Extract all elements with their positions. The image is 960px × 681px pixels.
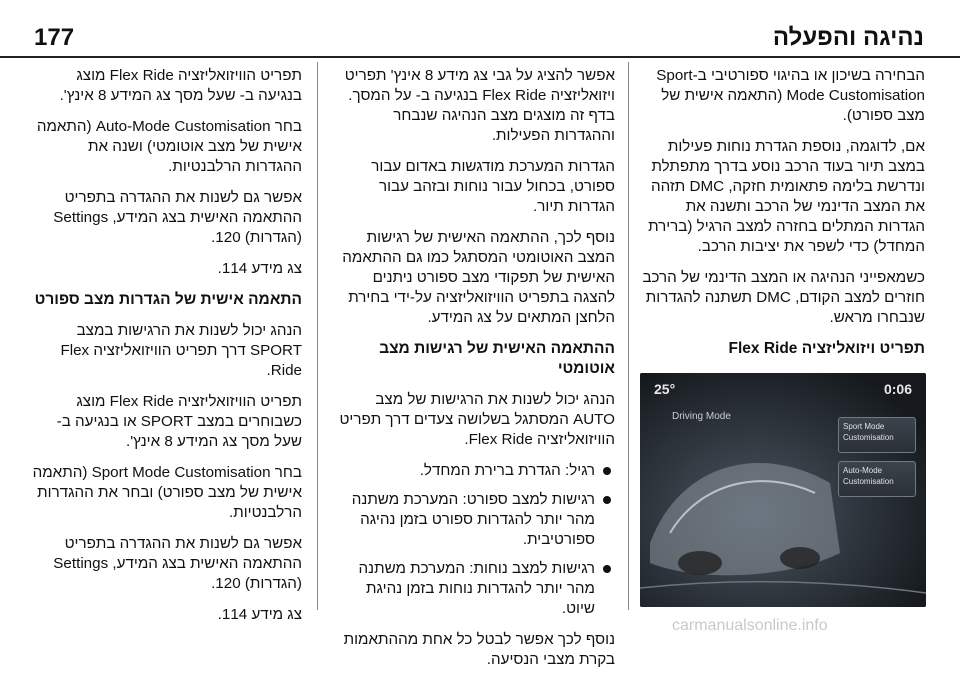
paragraph: צג מידע 114.	[217, 260, 302, 277]
list-item: רגישות למצב נוחות: המערכת משתנה מהר יותר להגדרות נוחות בזמן נהיגת שיוט.	[333, 559, 615, 619]
page-title: נהיגה והפעלה	[772, 24, 924, 51]
list-item: רגישות למצב ספורט: המערכת משתנה מהר יותר להגדרות ספורט בזמן נהיגה ספורטיבית.	[333, 490, 615, 550]
watermark: carmanualsonline.info	[672, 617, 828, 634]
bullet-list	[333, 461, 615, 619]
paragraph: הגדרות המערכת מודגשות באדום עבור ספורט, בכחול עבור נוחות ובזהב עבור הגדרות תיור.	[371, 158, 615, 215]
temperature-readout: 25°	[654, 381, 676, 397]
flex-ride-screen-image	[640, 373, 926, 607]
paragraph: נוסף לכך, ההתאמה האישית של רגישות המצב האוטומטי המסתגל כמו גם ההתאמה האישית של תפקודי מצב ספורט ניתנים להצגה בתפריט הוויזואליזציה על-ידי בחירת הלחצן המתאים על צג המידע.	[342, 229, 615, 326]
left-column	[30, 66, 302, 636]
paragraph: צג מידע 114.	[217, 606, 302, 623]
middle-column	[333, 66, 615, 681]
paragraph: כשמאפייני הנהיגה או המצב הדינמי של הרכב חוזרים למצב הקודם, DMC תשתנה להגדרות שנבחרו מראש.	[642, 269, 925, 326]
section-heading: תפריט ויזואליזציה Flex Ride	[728, 340, 925, 357]
paragraph: תפריט הוויזואליזציה Flex Ride מוצג כשבוחרים במצב SPORT או בנגיעה ב- שעל מסך צג המידע 8 אינץ'.	[56, 393, 302, 450]
paragraph: הנהג יכול לשנות את הרגישות במצב SPORT דרך תפריט הוויזואליזציה Flex Ride.	[60, 322, 302, 379]
page-number: 177	[34, 24, 75, 51]
driving-mode-label: Driving Mode	[672, 411, 731, 422]
section-heading: ההתאמה האישית של רגישות מצב אוטומטי	[379, 340, 615, 377]
paragraph: הנהג יכול לשנות את הרגישות של מצב AUTO המסתגל בשלושה צעדים דרך תפריט הוויזואליזציה Flex Ride.	[339, 391, 615, 448]
header-rule	[0, 56, 960, 58]
right-column	[641, 66, 925, 370]
paragraph: תפריט הוויזואליזציה Flex Ride מוצג בנגיעה ב- שעל מסך צג המידע 8 אינץ'.	[59, 67, 302, 104]
paragraph: בחר Auto-Mode Customisation (התאמה אישית של מצב אוטומטי) ושנה את ההגדרות הרלבנטיות.	[36, 118, 302, 175]
sport-mode-customisation-button[interactable]: Sport Mode Customisation	[838, 417, 916, 453]
paragraph: בחר Sport Mode Customisation (התאמה אישית של מצב ספורט) ובחר את ההגדרות הרלבנטיות.	[32, 464, 302, 521]
section-heading: התאמה אישית של הגדרות מצב ספורט	[34, 291, 302, 308]
page-header	[0, 6, 960, 56]
list-item: רגיל: הגדרת ברירת המחדל.	[333, 461, 615, 481]
paragraph: הבחירה בשיכון או בהיגוי ספורטיבי ב-Sport Mode Customisation (התאמה אישית של מצב ספורט).	[656, 67, 925, 124]
clock-readout: 0:06	[883, 381, 912, 397]
paragraph: אפשר גם לשנות את ההגדרה בתפריט ההתאמה האישית בצג המידע, Settings (הגדרות) 120.	[53, 535, 302, 592]
column-divider	[317, 62, 318, 610]
paragraph: אם, לדוגמה, נוספת הגדרת נוחות פעילות במצב תיור בעוד הרכב נוסע בדרך מתפתלת ונדרשת בלימה פתאומית חזקה, DMC תזהה את המצב הדינמי של הרכב ותשנה את הגדרות המתלים בחזרה למצב הרגיל (ברירת המחדל) כדי לשפר את יציבות הרכב.	[648, 138, 925, 255]
paragraph: אפשר להציג על גבי צג מידע 8 אינץ' תפריט ויזואליזציה Flex Ride בנגיעה ב- על המסך. בדף זה מוצגים מצב הנהיגה שנבחר וההגדרות הפעילות.	[344, 67, 615, 144]
auto-mode-customisation-button[interactable]: Auto-Mode Customisation	[838, 461, 916, 497]
paragraph: אפשר גם לשנות את ההגדרה בתפריט ההתאמה האישית בצג המידע, Settings (הגדרות) 120.	[53, 189, 302, 246]
paragraph: נוסף לכך אפשר לבטל כל אחת מההתאמות בקרת מצבי הנסיעה.	[343, 631, 615, 668]
column-divider	[628, 62, 629, 610]
